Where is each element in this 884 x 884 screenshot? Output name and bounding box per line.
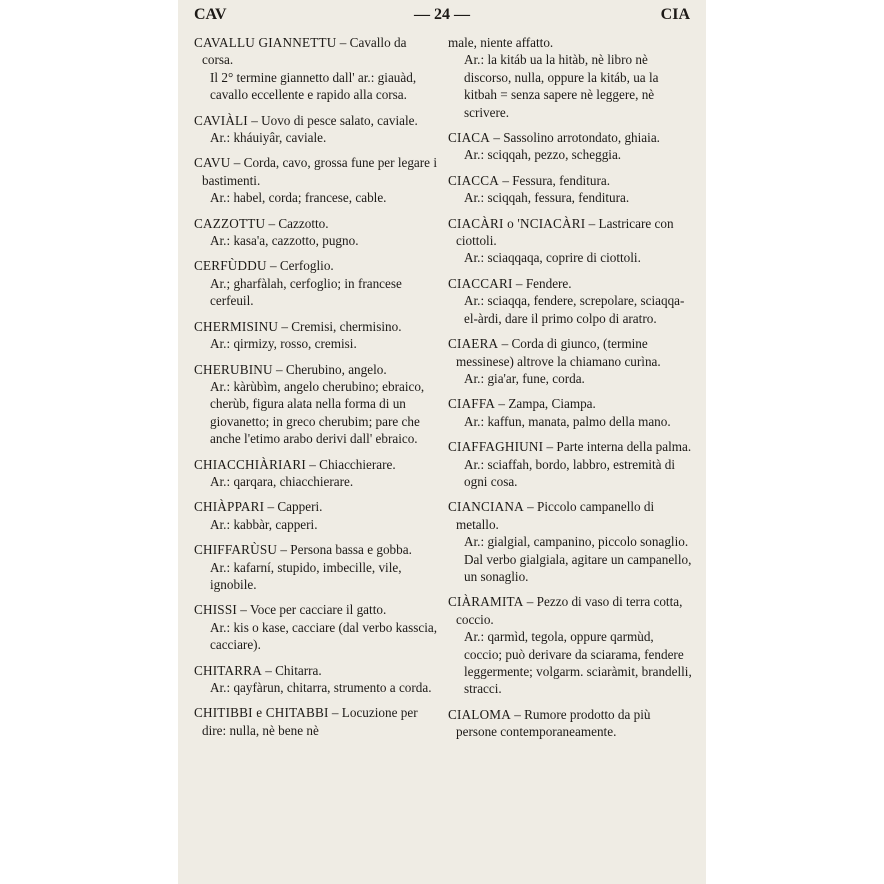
entry-definition: Persona bassa e gobba. — [290, 542, 412, 558]
entry-definition: Zampa, Ciampa. — [508, 396, 596, 412]
header-first-word: CAV — [194, 6, 227, 23]
dictionary-entry: CIACA – Sassolino arrotondato, ghiaia. Ar.: sciqqah, pezzo, scheggia. — [448, 129, 692, 164]
entry-etymology: Ar.: la kitáb ua la hitàb, nè libro nè discorso, nulla, oppure la kitáb, ua la kitbah = senza sapere nè leggere, nè scrivere. — [464, 52, 659, 120]
entry-definition: Chiacchierare. — [319, 456, 396, 472]
entry-etymology: Ar.: sciaffah, bordo, labbro, estremità di ogni cosa. — [464, 456, 676, 489]
entry-etymology: Ar.: kàrùbìm, angelo cherubino; ebraico, cherùb, figura alata nella forma di un giovanetto; in greco cherubim; pare che anche l'etimo arabo derivi dall' ebraico. — [210, 378, 425, 447]
entry-definition: Lastricare con ciottoli. — [456, 215, 674, 249]
entry-headword: CAVIÀLI — [194, 112, 248, 128]
entry-headword: CIACCARI — [448, 275, 513, 291]
right-column — [448, 34, 692, 749]
entry-etymology: Ar.: sciaqqaqa, coprire di ciottoli. — [464, 250, 641, 266]
dictionary-entry: CHERMISINU – Cremisi, chermisino. Ar.: qirmizy, rosso, cremisi. — [194, 318, 438, 353]
entry-headword: CIAERA — [448, 336, 499, 352]
entry-definition: Uovo di pesce salato, caviale. — [261, 112, 418, 128]
dictionary-entry: CHISSI – Voce per cacciare il gatto. Ar.: kis o kase, cacciare (dal verbo kasscia, cacciare). — [194, 602, 438, 653]
dictionary-entry: CAZZOTTU – Cazzotto. Ar.: kasa'a, cazzotto, pugno. — [194, 215, 438, 250]
entry-headword: CIACÀRI o 'NCIACÀRI — [448, 215, 586, 231]
dictionary-entry: CIAERA – Corda di giunco, (termine messinese) altrove la chiamano curìna. Ar.: gia'ar, fune, corda. — [448, 335, 692, 387]
header-last-word: CIA — [660, 6, 690, 23]
entry-etymology: Ar.: qayfàrun, chitarra, strumento a corda. — [210, 680, 432, 695]
entry-headword: CIAFFAGHIUNI — [448, 439, 544, 455]
entry-etymology: Ar.: qirmizy, rosso, cremisi. — [210, 336, 357, 352]
dictionary-entry: CHERUBINU – Cherubino, angelo. Ar.: kàrùbìm, angelo cherubino; ebraico, cherùb, figura alata nella forma di un giovanetto; in greco cherubim; pare che anche l'etimo arabo derivi dall' ebraico. — [194, 361, 438, 448]
entry-definition: Corda, cavo, grossa fune per legare i bastimenti. — [202, 155, 437, 188]
dictionary-entry: CHITIBBI e CHITABBI – Locuzione per dire: nulla, nè bene nè — [194, 705, 418, 738]
left-column — [194, 34, 438, 747]
entry-etymology: Ar.: kabbàr, capperi. — [210, 516, 318, 532]
entry-headword: CIÀRAMITA — [448, 594, 524, 610]
entry-definition: Cavallo da corsa. — [202, 35, 407, 68]
dictionary-entry: CIANCIANA – Piccolo campanello di metallo. Ar.: gialgial, campanino, piccolo sonaglio. Dal verbo gialgiala, agitare un campanello, un sonaglio. — [448, 499, 692, 584]
entry-definition: Cherubino, angelo. — [285, 361, 387, 377]
dictionary-page — [178, 0, 706, 884]
entry-headword: CHERMISINU — [194, 318, 279, 334]
entry-etymology: Ar.: kasa'a, cazzotto, pugno. — [210, 233, 359, 249]
entry-definition: Parte interna della palma. — [556, 439, 692, 455]
dictionary-entry: CIAFFA – Zampa, Ciampa. Ar.: kaffun, manata, palmo della mano. — [448, 395, 692, 430]
entry-headword: CIACA — [448, 130, 491, 146]
entry-definition: Piccolo campanello di metallo. — [456, 499, 655, 532]
entry-etymology: Ar.: habel, corda; francese, cable. — [210, 190, 387, 206]
dictionary-entry: CIACÀRI o 'NCIACÀRI – Lastricare con ciottoli. Ar.: sciaqqaqa, coprire di ciottoli. — [448, 215, 692, 267]
entry-headword: CHITARRA — [194, 662, 262, 678]
entry-definition: Sassolino arrotondato, ghiaia. — [503, 130, 660, 146]
entry-etymology: Ar.: sciqqah, pezzo, scheggia. — [464, 147, 622, 163]
entry-headword: CERFÙDDU — [194, 258, 267, 274]
dictionary-entry: CIAFFAGHIUNI – Parte interna della palma. Ar.: sciaffah, bordo, labbro, estremità di ogni cosa. — [448, 439, 692, 489]
dictionary-entry: CERFÙDDU – Cerfoglio. Ar.; gharfàlah, cerfoglio; in francese cerfeuil. — [194, 257, 438, 309]
entry-definition: Fessura, fenditura. — [512, 172, 610, 188]
entry-etymology: Ar.: kháuiyâr, caviale. — [210, 130, 327, 146]
entry-etymology: Ar.: gialgial, campanino, piccolo sonaglio. Dal verbo gialgiala, agitare un campanello, un sonaglio. — [464, 534, 692, 584]
dictionary-entry: CAVU – Corda, cavo, grossa fune per legare i bastimenti. Ar.: habel, corda; francese, cable. — [194, 155, 437, 206]
dictionary-entry: CIÀRAMITA – Pezzo di vaso di terra cotta, coccio. Ar.: qarmìd, tegola, oppure qarmùd, coccio; può derivare da sciarama, fendere leggermente; volgarm. sciaràmit, brandelli, stracci. — [448, 594, 692, 697]
dictionary-entry — [448, 34, 692, 121]
dictionary-entry: CHIACCHIÀRIARI – Chiacchierare. Ar.: qarqara, chiacchierare. — [194, 456, 438, 491]
entry-headword: CHERUBINU — [194, 361, 273, 377]
entry-definition: Corda di giunco, (termine messinese) altrove la chiamano curìna. — [456, 336, 661, 369]
dictionary-entry: CAVALLU GIANNETTU – Cavallo da corsa. Il 2° termine giannetto dall' ar.: giauàd, cavallo eccellente e rapido alla corsa. — [194, 34, 438, 104]
entry-definition: Pezzo di vaso di terra cotta, coccio. — [456, 594, 683, 627]
entry-headword: CIALOMA — [448, 706, 511, 722]
entry-definition: Cremisi, chermisino. — [291, 318, 402, 334]
entry-headword: CHITIBBI e CHITABBI — [194, 705, 329, 721]
entry-headword: CHIACCHIÀRIARI — [194, 456, 306, 472]
page-number: — 24 — — [414, 6, 470, 23]
dictionary-entry: CIACCA – Fessura, fenditura. Ar.: sciqqah, fessura, fenditura. — [448, 172, 692, 207]
entry-headword: CHIÀPPARI — [194, 499, 265, 515]
entry-definition: Rumore prodotto da più persone contemporaneamente. — [456, 706, 651, 740]
entry-headword: CAVALLU GIANNETTU — [194, 35, 337, 50]
entry-etymology: Ar.: kafarní, stupido, imbecille, vile, ignobile. — [210, 559, 402, 592]
entry-definition: Chitarra. — [275, 662, 322, 678]
entry-headword: CIACCA — [448, 172, 500, 188]
entry-definition: Cazzotto. — [278, 215, 329, 231]
page-header — [194, 6, 690, 28]
entry-etymology: Ar.: kis o kase, cacciare (dal verbo kasscia, cacciare). — [210, 619, 438, 653]
entry-headword: CAVU — [194, 155, 231, 171]
entry-etymology: Ar.: qarqara, chiacchierare. — [210, 473, 354, 489]
entry-definition: Voce per cacciare il gatto. — [249, 602, 387, 618]
entry-definition: Cerfoglio. — [279, 258, 334, 274]
entry-etymology: Ar.: kaffun, manata, palmo della mano. — [464, 413, 671, 429]
entry-headword: CAZZOTTU — [194, 215, 266, 231]
dictionary-entry: CHIÀPPARI – Capperi. Ar.: kabbàr, capperi. — [194, 498, 438, 533]
entry-headword: CIAFFA — [448, 396, 496, 412]
entry-headword: CHISSI — [194, 602, 237, 618]
entry-definition: male, niente affatto. — [448, 35, 554, 50]
entry-etymology: Ar.: sciaqqa, fendere, screpolare, sciaqqa-el-àrdi, dare il primo colpo di aratro. — [464, 293, 685, 326]
dictionary-entry: CAVIÀLI – Uovo di pesce salato, caviale. Ar.: kháuiyâr, caviale. — [194, 112, 438, 147]
entry-etymology: Ar.; gharfàlah, cerfoglio; in francese cerfeuil. — [210, 275, 402, 309]
dictionary-entry: CHITARRA – Chitarra. Ar.: qayfàrun, chitarra, strumento a corda. — [194, 662, 438, 697]
entry-etymology: Ar.: gia'ar, fune, corda. — [464, 370, 585, 386]
entry-definition: Capperi. — [277, 499, 323, 515]
entry-headword: CHIFFARÙSU — [194, 542, 278, 558]
dictionary-entry: CIACCARI – Fendere. Ar.: sciaqqa, fendere, screpolare, sciaqqa-el-àrdi, dare il primo colpo di aratro. — [448, 275, 692, 327]
entry-headword: CIANCIANA — [448, 499, 524, 515]
entry-etymology: Ar.: qarmìd, tegola, oppure qarmùd, coccio; può derivare da sciarama, fendere leggermente; volgarm. sciaràmit, brandelli, stracci. — [464, 629, 692, 697]
entry-etymology: Il 2° termine giannetto dall' ar.: giauàd, cavallo eccellente e rapido alla corsa. — [210, 69, 417, 103]
entry-definition: Locuzione per dire: nulla, nè bene nè — [202, 705, 418, 738]
dictionary-entry: CHIFFARÙSU – Persona bassa e gobba. Ar.: kafarní, stupido, imbecille, vile, ignobile. — [194, 541, 438, 593]
dictionary-entry: CIALOMA – Rumore prodotto da più persone contemporaneamente. — [448, 706, 651, 740]
entry-definition: Fendere. — [525, 275, 572, 291]
entry-etymology: Ar.: sciqqah, fessura, fenditura. — [464, 190, 630, 206]
